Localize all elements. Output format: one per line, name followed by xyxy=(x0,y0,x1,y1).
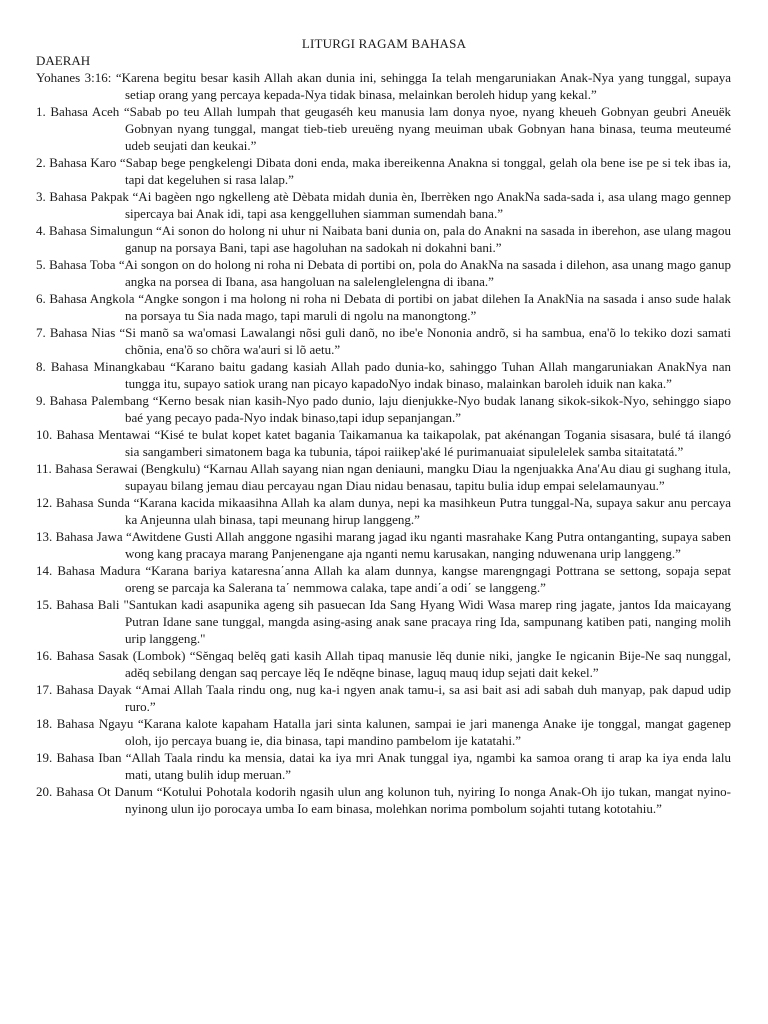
item-number: 15. xyxy=(36,597,53,612)
item-language: Bahasa Dayak xyxy=(56,682,132,697)
list-item xyxy=(36,426,731,460)
item-language: Bahasa Bali xyxy=(56,597,120,612)
item-text: “Kerno besak nian kasih-Nyo pado dunio, laju dienjukke-Nyo budak lanang sikok-sikok-Nyo, sehinggo siapo baé yang pecayo pada-Nyo indak binaso,tapi idup sepanjangan.” xyxy=(125,393,731,425)
item-number: 10. xyxy=(36,427,53,442)
list-item xyxy=(36,647,731,681)
item-language: Bahasa Madura xyxy=(57,563,141,578)
item-text: “Karana kalote kapaham Hatalla jari sinta kalunen, sampai ie jari manenga Anake ije tonggal, mangat gagenep oloh, ijo percaya buang ie, dia binasa, tapi mandino pambelom ije katatahi.” xyxy=(125,716,732,748)
item-language: Bahasa Simalungun xyxy=(49,223,153,238)
list-item xyxy=(36,783,731,817)
item-text: “Kisé te bulat kopet katet bagania Taikamanua ka taikapolak, pat akénangan Togania sisasara, bulé tá ilangó sia sangamberi simatonem baga ka tubunia, tápoi raiikep'aké lé purimanuaiat sipulelelek samba sitaitatatá.” xyxy=(125,427,731,459)
item-text: “Allah Taala rindu ka mensia, datai ka iya mri Anak tunggal iya, ngambi ka samoa orang ti arap ka iya enda lalu mati, utang bulih idup meruan.” xyxy=(125,750,732,782)
item-number: 14. xyxy=(36,563,53,578)
item-text: “Karana kacida mikaasihna Allah ka alam dunya, nepi ka masihkeun Putra tunggal-Na, supaya sakur anu percaya ka Anjeunna ulah binasa, tapi meunang hirup langgeng.” xyxy=(125,495,732,527)
item-text: “Si manõ sa wa'omasi Lawalangi nõsi guli danõ, no ibe'e Nononia andrõ, si ha sambua, ena'õ lo tekiko dozi samati chõnia, ena'õ so chõra wa'auri si lõ aetu.” xyxy=(119,325,732,357)
item-language: Bahasa Sasak (Lombok) xyxy=(56,648,186,663)
item-language: Bahasa Ot Danum xyxy=(56,784,153,799)
verse-text: “Karena begitu besar kasih Allah akan dunia ini, sehingga Ia telah mengaruniakan Anak-Nya yang tunggal, supaya setiap orang yang percaya kepada-Nya tidak binasa, melainkan beroleh hidup yang kekal.” xyxy=(115,70,731,102)
item-language: Bahasa Jawa xyxy=(55,529,123,544)
item-text: “Karano baitu gadang kasiah Allah pado dunia-ko, sahinggo Tuhan Allah mangaruniakan AnakNya nan tungga itu, supayo satiok urang nan picayo kapadoNyo indak binaso, malainkan baroleh iduik nan kaka.” xyxy=(125,359,732,391)
item-text: "Santukan kadi asapunika ageng sih pasuecan Ida Sang Hyang Widi Wasa marep ring jagate, jantos Ida maicayang Putran Idane sane tunggal, mangda asing-asing anak sane pracaya ring Ida, sampunang katiben pati, nanging molih urip langgeng." xyxy=(123,597,731,646)
item-text: “Amai Allah Taala rindu ong, nug ka-i ngyen anak tamu-i, sa asi bait asi adi sabah duh manyap, pak dapud udip ruro.” xyxy=(125,682,732,714)
list-item xyxy=(36,596,731,647)
list-item xyxy=(36,749,731,783)
list-item xyxy=(36,460,731,494)
item-text: “Angke songon i ma holong ni roha ni Debata di portibi on jabat dilehen Ia AnakNia na sasada i anso sude halak na porsaya tu Sia nada mago, tapi maruli di ngolu na manongtong.” xyxy=(125,291,732,323)
item-number: 1. xyxy=(36,104,46,119)
item-language: Bahasa Pakpak xyxy=(49,189,129,204)
language-list xyxy=(36,103,731,817)
item-number: 7. xyxy=(36,325,46,340)
item-text: “Sabab po teu Allah lumpah that geugaséh keu manusia lam donya nyoe, nyang kheueh Gobnyan geubri Aneuëk Gobnyan nyang tunggal, mangat tieb-tieb ureuëng nyang meuiman ubak Gobnyan hana binasa, teuma meuteumé udeb seujati dan keukai.” xyxy=(123,104,731,153)
item-language: Bahasa Serawai (Bengkulu) xyxy=(55,461,201,476)
list-item xyxy=(36,154,731,188)
item-language: Bahasa Toba xyxy=(49,257,116,272)
list-item xyxy=(36,290,731,324)
item-language: Bahasa Nias xyxy=(49,325,116,340)
item-number: 13. xyxy=(36,529,53,544)
list-item xyxy=(36,324,731,358)
list-item xyxy=(36,392,731,426)
page-title: LITURGI RAGAM BAHASA xyxy=(301,36,467,51)
list-item xyxy=(36,562,731,596)
item-number: 8. xyxy=(36,359,46,374)
verse-entry xyxy=(36,69,731,103)
item-language: Bahasa Iban xyxy=(56,750,122,765)
page-subheading: DAERAH xyxy=(36,53,91,68)
item-text: “Kotului Pohotala kodorih ngasih ulun ang kolunon tuh, nyiring Io nonga Anak-Oh ijo tukan, mangat nyino-nyinong ulun ijo porocaya umba Io eam binasa, molehkan norima pombolum sojahti tutang kototahiu.” xyxy=(125,784,732,816)
item-text: “Karnau Allah sayang nian ngan deniauni, mangku Diau la ngenjuakka Ana'Au diau gi sughang itula, supayau bilang jemau diau percayau ngan Diau nidau benasau, tapitu bulia idup empai selelamaunyau.” xyxy=(125,461,732,493)
list-item xyxy=(36,222,731,256)
list-item xyxy=(36,494,731,528)
item-number: 18. xyxy=(36,716,53,731)
item-number: 12. xyxy=(36,495,53,510)
list-item xyxy=(36,528,731,562)
item-number: 20. xyxy=(36,784,53,799)
item-language: Bahasa Aceh xyxy=(50,104,120,119)
list-item xyxy=(36,188,731,222)
document-body xyxy=(36,69,731,817)
item-language: Bahasa Minangkabau xyxy=(50,359,166,374)
item-number: 17. xyxy=(36,682,53,697)
item-text: “Awitdene Gusti Allah anggone ngasihi marang jagad iku nganti masrahake Kang Putra ontanganting, supaya saben wong kang pracaya marang Panjenengane aja nganti nemu karusakan, nanging nduwenana urip langgeng.” xyxy=(125,529,732,561)
item-text: “Sabap bege pengkelengi Dibata doni enda, maka ibereikenna Anakna si tonggal, gelah ola bene ise pe si tek ibas ia, tapi dat kegeluhen si rasa lalap.” xyxy=(119,155,732,187)
list-item xyxy=(36,103,731,154)
verse-reference: Yohanes 3:16: xyxy=(36,70,112,85)
item-number: 9. xyxy=(36,393,46,408)
list-item xyxy=(36,358,731,392)
item-language: Bahasa Karo xyxy=(49,155,117,170)
item-language: Bahasa Angkola xyxy=(49,291,135,306)
item-number: 4. xyxy=(36,223,46,238)
item-language: Bahasa Sunda xyxy=(56,495,130,510)
item-number: 5. xyxy=(36,257,46,272)
item-number: 11. xyxy=(36,461,52,476)
item-language: Bahasa Mentawai xyxy=(56,427,151,442)
item-text: “Ai songon on do holong ni roha ni Debata di portibi on, pola do AnakNa na sasada i dilehon, asa unang mago ganup angka na porsea di Ibana, asa hangoluan na salelenglelengna di ibana.” xyxy=(118,257,732,289)
item-language: Bahasa Ngayu xyxy=(56,716,134,731)
item-number: 3. xyxy=(36,189,46,204)
list-item xyxy=(36,715,731,749)
item-text: “Sĕngaq belĕq gati kasih Allah tipaq manusie lĕq dunie niki, jangke Ie ngicanin Bije-Ne saq nunggal, adĕq sebilang dengan saq percaye lĕq Ie ndĕqne binase, laguq mauq idup sejati dait kekel.” xyxy=(125,648,732,680)
item-number: 19. xyxy=(36,750,53,765)
item-text: “Ai sonon do holong ni uhur ni Naibata bani dunia on, pala do Anakni na sasada in iberehon, ase ulang magou ganup na porsaya Bani, tapi ase hagoluhan na sadokah ni dokahni bani.” xyxy=(125,223,731,255)
item-text: “Ai bagèen ngo ngkelleng atè Dèbata midah dunia èn, Iberrèken ngo AnakNa sada-sada i, asa ulang mago gennep sipercaya bai Anak idi, tapi asa kenggelluhen siamman sumendah bana.” xyxy=(125,189,732,221)
list-item xyxy=(36,256,731,290)
item-language: Bahasa Palembang xyxy=(49,393,149,408)
item-number: 6. xyxy=(36,291,46,306)
item-text: “Karana bariya kataresna΄anna Allah ka alam dunnya, kangse marengngagi Pottrana se settong, sopaja sepat oreng se parcaja ka Salerana ta΄ nemmowa calaka, tape andi΄a odi΄ se langgeng.” xyxy=(125,563,731,595)
list-item xyxy=(36,681,731,715)
item-number: 16. xyxy=(36,648,53,663)
item-number: 2. xyxy=(36,155,46,170)
